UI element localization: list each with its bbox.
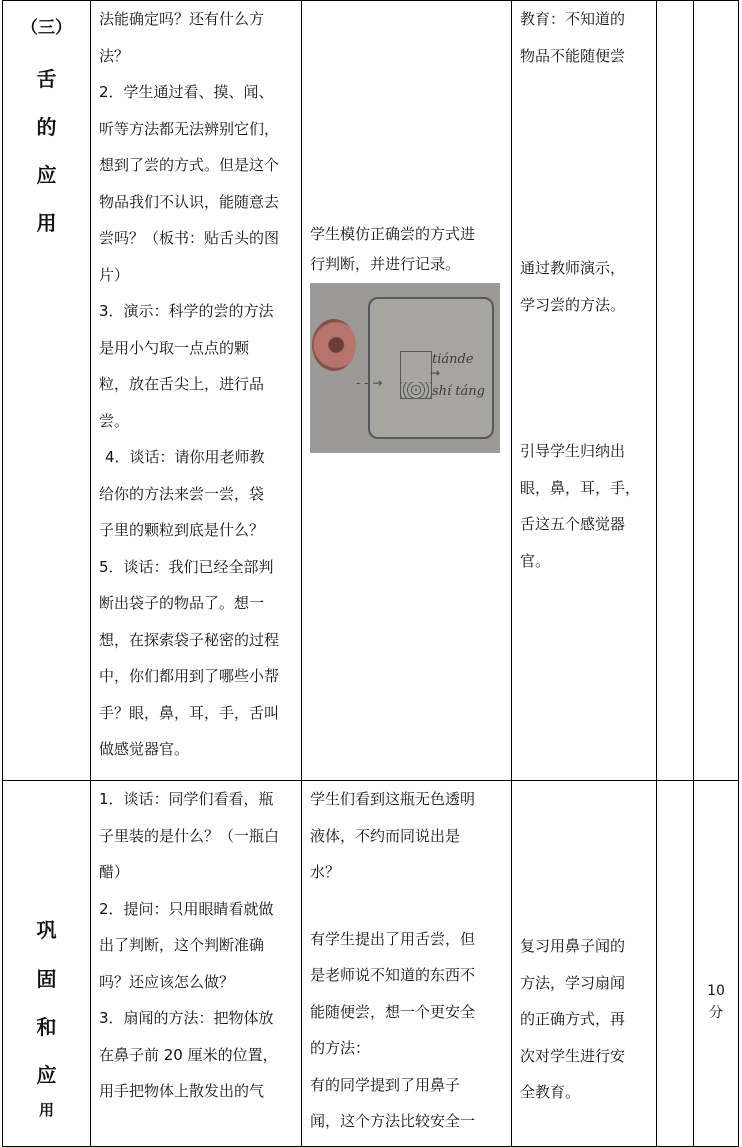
- empty-cell: [657, 781, 694, 1147]
- table-row: [3, 1, 739, 781]
- intent-line: 复习用鼻子闻的: [520, 937, 626, 955]
- student-line: 水？: [310, 863, 341, 881]
- process-line: 想到了尝的方式。但是这个: [99, 156, 280, 174]
- stage-char: 巩: [36, 918, 57, 942]
- student-line: 是老师说不知道的东西不: [310, 966, 476, 984]
- arrow-icon: →: [430, 366, 441, 380]
- process-line: 子里的颗粒到底是什么？: [99, 521, 265, 539]
- stage-char: 固: [36, 967, 57, 991]
- stage-char: 的: [36, 115, 57, 139]
- process-line: 3．演示：科学的尝的方法: [99, 302, 274, 320]
- process-line: 手？眼，鼻，耳，手，舌叫: [99, 703, 280, 722]
- empty-cell: [657, 1, 694, 781]
- process-line: 2．学生通过看、摸、闻、: [99, 83, 274, 101]
- stage-char: 用: [38, 1101, 54, 1119]
- process-line: 法？: [99, 46, 130, 65]
- student-line: 能随便尝，想一个更安全: [310, 1002, 476, 1021]
- process-line: 物品我们不认识，能随意去: [99, 192, 280, 211]
- process-line: 2．提问：只用眼睛看就做: [99, 899, 274, 918]
- intent-line: 教育：不知道的: [520, 10, 626, 28]
- intent-line: 引导学生归纳出: [520, 442, 626, 460]
- process-line: 粒，放在舌尖上，进行品: [99, 375, 265, 393]
- process-line: 尝。: [99, 411, 130, 430]
- student-activity-cell: [302, 1, 512, 781]
- tongue-image: [312, 319, 356, 371]
- intent-line: 舌这五个感觉器: [520, 515, 626, 533]
- process-line: 用手把物体上散发出的气: [99, 1082, 265, 1100]
- process-line: 断出袋子的物品了。想一: [99, 594, 265, 612]
- process-line: 1．谈话：同学们看看，瓶: [99, 790, 274, 808]
- process-line: 3．扇闻的方法：把物体放: [99, 1009, 274, 1027]
- process-line: 听等方法都无法辨别它们，: [99, 119, 280, 138]
- intent-line: 方法，学习扇闻: [520, 973, 626, 992]
- bag-sketch: [400, 351, 432, 399]
- student-line: 学生们看到这瓶无色透明: [310, 790, 476, 808]
- handwritten-word: shí táng: [432, 384, 486, 399]
- process-line: 4．谈话：请你用老师教: [105, 448, 265, 466]
- process-line: 做感觉器官。: [99, 740, 190, 758]
- student-line: 行判断，并进行记录。: [310, 255, 461, 273]
- record-panel: [368, 297, 494, 439]
- stage-cell: [3, 781, 91, 1147]
- intent-line: 通过教师演示，: [520, 259, 626, 277]
- stage-cell: [3, 1, 91, 781]
- lesson-plan-table: [2, 0, 739, 1147]
- process-line: 在鼻子前 20 厘米的位置，: [99, 1045, 278, 1064]
- process-line: 中，你们都用到了哪些小帮: [99, 667, 280, 685]
- process-line: 吗？还应该怎么做？: [99, 972, 235, 991]
- teaching-process-cell: [91, 1, 302, 781]
- student-line: 的方法：: [310, 1039, 371, 1057]
- student-activity-cell: [302, 781, 512, 1147]
- stage-char: 用: [36, 211, 57, 235]
- stage-char: 舌: [36, 67, 57, 91]
- process-line: 片）: [99, 265, 130, 284]
- time-cell: [694, 1, 739, 781]
- intent-line: 学习尝的方法。: [520, 295, 626, 314]
- stage-char: 和: [36, 1015, 57, 1039]
- process-line: 法能确定吗？还有什么方: [99, 10, 265, 28]
- intent-line: 官。: [520, 551, 551, 570]
- stage-char: 应: [36, 163, 57, 187]
- taste-worksheet-photo: [310, 283, 500, 453]
- process-line: 子里装的是什么？（一瓶白: [99, 826, 280, 845]
- student-line: 有的同学提到了用鼻子: [310, 1075, 461, 1094]
- intent-line: 次对学生进行安: [520, 1046, 626, 1065]
- arrow-icon: - - →: [356, 376, 383, 390]
- process-line: 给你的方法来尝一尝，袋: [99, 484, 265, 503]
- design-intent-cell: [512, 1, 657, 781]
- student-line: 闻，这个方法比较安全一: [310, 1112, 476, 1130]
- student-line: 学生模仿正确尝的方式进: [310, 225, 476, 243]
- intent-line: 全教育。: [520, 1083, 581, 1101]
- handwritten-word: tiánde: [432, 352, 474, 367]
- stage-char: 应: [36, 1063, 57, 1087]
- time-unit: 分: [709, 1005, 723, 1021]
- process-line: 醋）: [99, 863, 130, 881]
- stage-char: （三）: [21, 18, 72, 38]
- process-line: 想，在探索袋子秘密的过程: [99, 630, 280, 649]
- design-intent-cell: [512, 781, 657, 1147]
- process-line: 是用小勺取一点点的颗: [99, 338, 250, 357]
- student-line: 有学生提出了用舌尝，但: [310, 929, 476, 948]
- table-row: [3, 781, 739, 1147]
- intent-line: 物品不能随便尝: [520, 46, 626, 65]
- process-line: 5．谈话：我们已经全部判: [99, 557, 274, 576]
- time-value: 10: [707, 983, 725, 999]
- time-cell: [694, 781, 739, 1147]
- process-line: 尝吗？（板书：贴舌头的图: [99, 229, 280, 247]
- intent-line: 的正确方式，再: [520, 1010, 626, 1028]
- process-line: 出了判断，这个判断准确: [99, 936, 265, 954]
- student-line: 液体，不约而同说出是: [310, 826, 461, 845]
- teaching-process-cell: [91, 781, 302, 1147]
- intent-line: 眼，鼻，耳，手，: [520, 478, 641, 497]
